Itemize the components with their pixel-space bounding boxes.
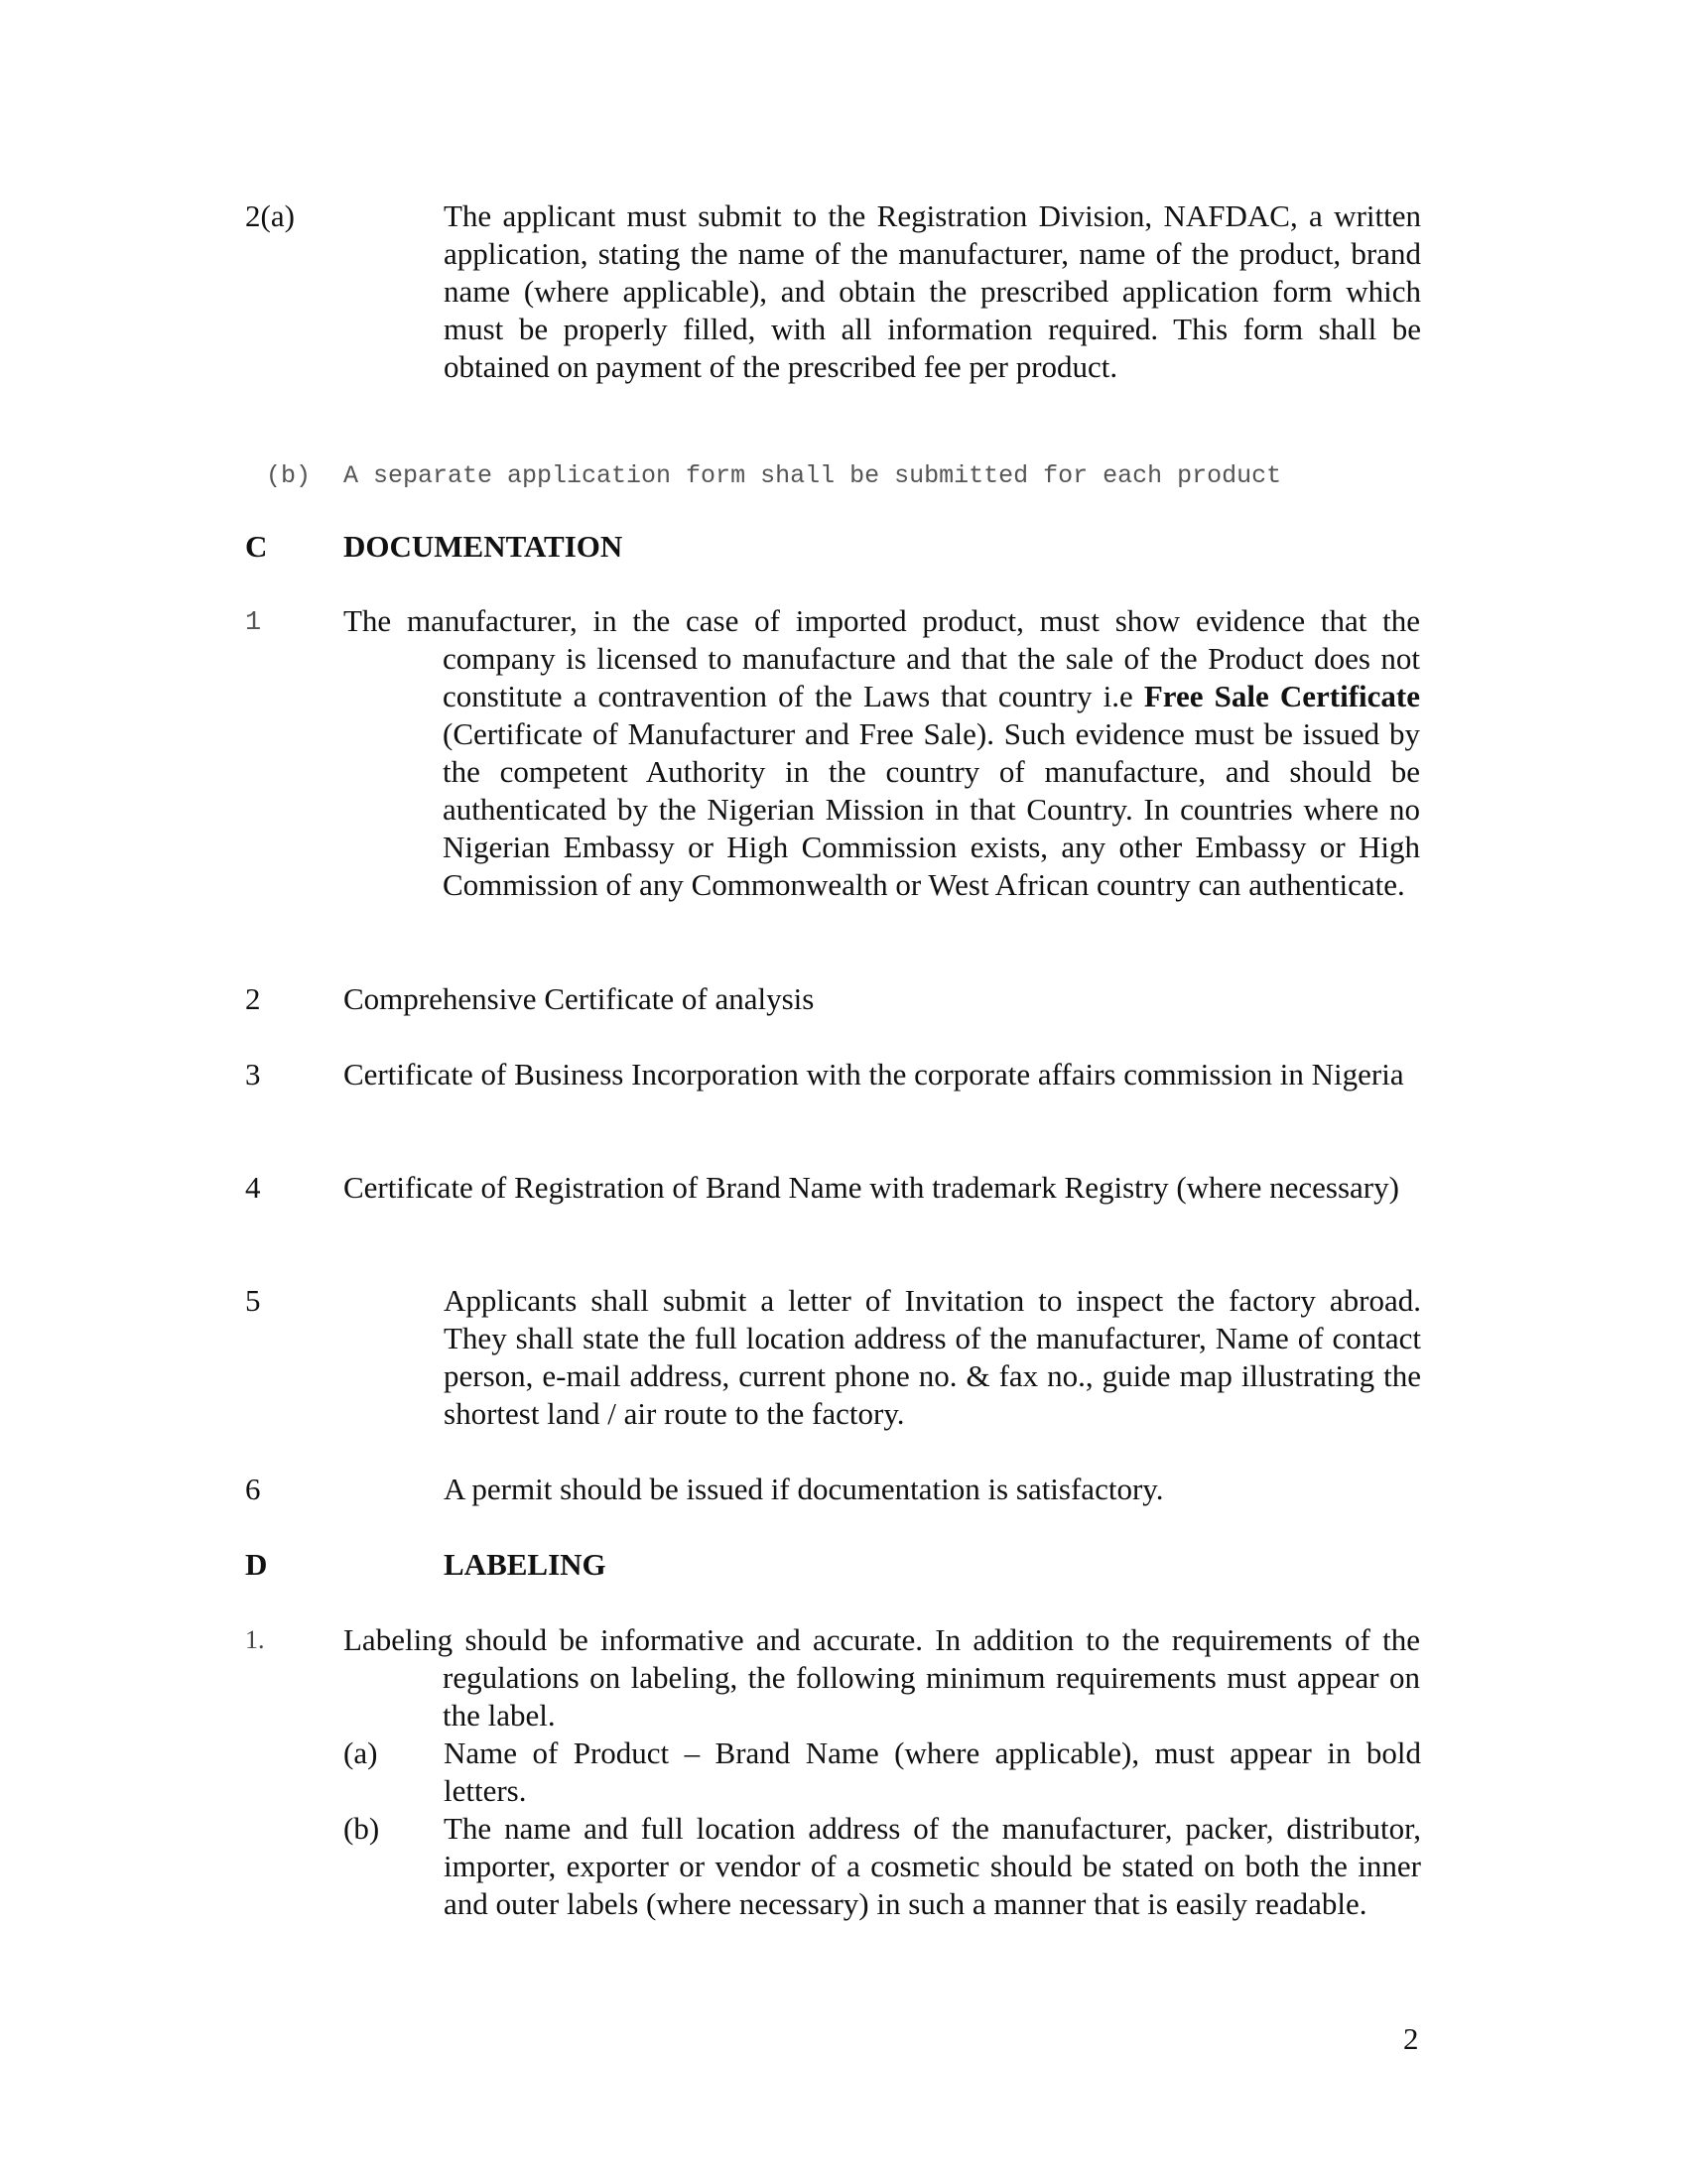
item-text-c2: Comprehensive Certificate of analysis: [343, 981, 815, 1016]
item-text-c1-part2: (Certificate of Manufacturer and Free Sale). Such evidence must be issued by the competent Authority in the country of manufacture, and should be authenticated by the Nigerian Mission in that Country. In countries where no Nigerian Embassy or High Commission exists, any other Embassy or High Commission of any Commonwealth or West African country can authenticate.: [443, 716, 1420, 902]
item-text-c5: Applicants shall submit a letter of Invitation to inspect the factory abroad. They shall state the full location address of the manufacturer, Name of contact person, e-mail address, current phone no. & fax no., guide map illustrating the shortest land / air route to the factory.: [444, 1283, 1421, 1431]
section-letter-d: D: [245, 1547, 268, 1582]
sub-item-text-b: The name and full location address of the manufacturer, packer, distributor, importer, exporter or vendor of a cosmetic should be stated on both the inner and outer labels (where necessary) in such a manner that is easily readable.: [444, 1811, 1421, 1921]
item-number-c4: 4: [245, 1170, 261, 1205]
sub-item-text-a: Name of Product – Brand Name (where applicable), must appear in bold letters.: [444, 1735, 1421, 1808]
sub-item-number-b: (b): [343, 1811, 380, 1846]
item-number-c5: 5: [245, 1283, 261, 1318]
item-number-c3: 3: [245, 1057, 261, 1092]
item-text-d1: Labeling should be informative and accurate. In addition to the requirements of the regulations on labeling, the following minimum requirements must appear on the label.: [343, 1622, 1420, 1733]
item-number-d1: 1.: [245, 1625, 265, 1654]
item-text-2a: The applicant must submit to the Registration Division, NAFDAC, a written application, stating the name of the manufacturer, name of the product, brand name (where applicable), and obtain the prescribed application form which must be properly filled, with all information required. This form shall be obtained on payment of the prescribed fee per product.: [444, 198, 1421, 384]
page-number: 2: [1403, 2021, 1419, 2056]
sub-item-number-a: (a): [343, 1735, 378, 1770]
item-text-c3: Certificate of Business Incorporation with the corporate affairs commission in Nigeria: [343, 1057, 1404, 1092]
item-number-b: (b): [266, 461, 312, 490]
section-title-documentation: DOCUMENTATION: [343, 529, 623, 564]
item-text-c6: A permit should be issued if documentation is satisfactory.: [444, 1472, 1164, 1506]
item-text-b: A separate application form shall be submitted for each product: [343, 461, 1282, 490]
item-text-c1-part1: The manufacturer, in the case of imported product, must show evidence that the company is licensed to manufacture and that the sale of the Product does not constitute a contravention of the Laws that country i.e: [343, 603, 1420, 713]
item-number-c6: 6: [245, 1472, 261, 1506]
item-text-c4: Certificate of Registration of Brand Name with trademark Registry (where necessary): [343, 1170, 1399, 1205]
item-number-c2: 2: [245, 981, 261, 1016]
item-number-2a: 2(a): [245, 198, 295, 233]
section-letter-c: C: [245, 529, 268, 564]
item-number-c1: 1: [245, 608, 262, 638]
section-title-labeling: LABELING: [444, 1547, 606, 1582]
item-text-c1: [343, 602, 1420, 904]
free-sale-certificate-bold: Free Sale Certificate: [1143, 679, 1420, 713]
